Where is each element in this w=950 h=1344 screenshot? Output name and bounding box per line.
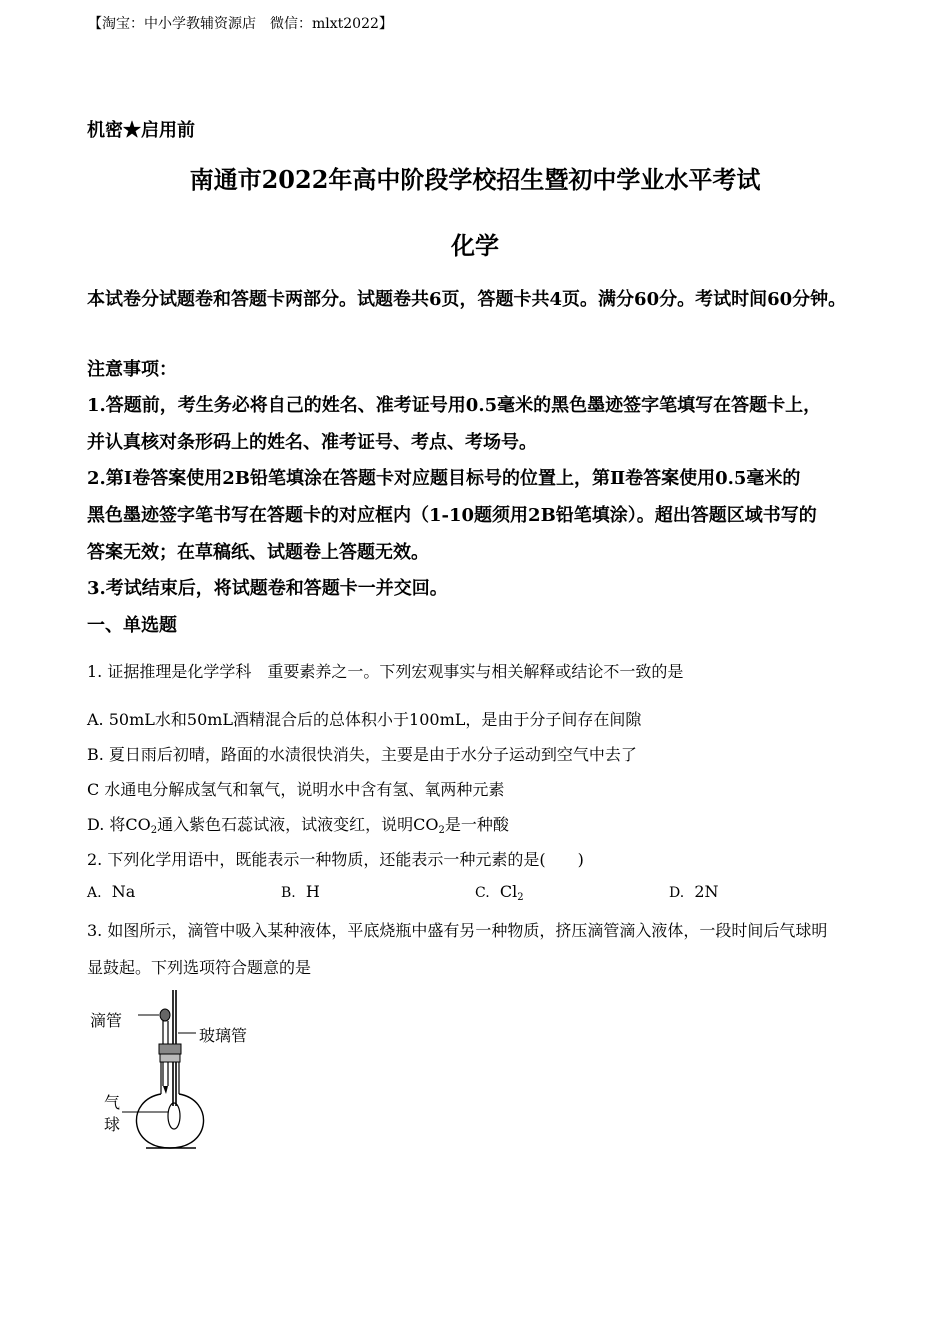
option-text: 2N <box>694 882 719 901</box>
exam-intro: 本试卷分试题卷和答题卡两部分。试题卷共6页，答题卡共4页。满分60分。考试时间60分钟。 <box>87 289 847 310</box>
question-2-stem: 2. 下列化学用语中，既能表示一种物质，还能表示一种元素的是( ) <box>87 850 584 869</box>
balloon <box>168 1103 180 1129</box>
option-text: Na <box>111 882 136 901</box>
subscript: 2 <box>438 825 445 836</box>
option-label: C. <box>475 885 490 901</box>
notice-2-line-1: 2.第Ⅰ卷答案使用2B铅笔填涂在答题卡对应题目标号的位置上，第Ⅱ卷答案使用0.5毫米的 <box>87 468 801 489</box>
label-balloon-1: 气 <box>104 1093 121 1112</box>
notice-2-line-2: 黑色墨迹签字笔书写在答题卡的对应框内（1-10题须用2B铅笔填涂）。超出答题区域书写的 <box>87 505 817 526</box>
label-balloon-2: 球 <box>104 1115 121 1134</box>
option-label: B. <box>281 885 296 901</box>
subject-title: 化学 <box>451 231 499 260</box>
exam-title: 南通市2022年高中阶段学校招生暨初中学业水平考试 <box>189 165 761 194</box>
dropper-tip <box>163 1086 168 1094</box>
option-d-text-2: 通入紫色石蕊试液，试液变红，说明CO <box>157 815 439 834</box>
option-text: H <box>305 882 320 901</box>
notice-1-line-2: 并认真核对条形码上的姓名、准考证号、考点、考场号。 <box>87 432 537 453</box>
question-2-option-c <box>475 882 524 903</box>
question-1-option-a: A. 50mL水和50mL酒精混合后的总体积小于100mL，是由于分子间存在间隙 <box>87 710 642 729</box>
dropper-bulb <box>160 1009 170 1021</box>
option-d-text-3: 是一种酸 <box>444 815 509 834</box>
notice-heading: 注意事项： <box>87 359 177 380</box>
notice-3: 3.考试结束后，将试题卷和答题卡一并交回。 <box>87 578 448 599</box>
question-3-stem-line-1: 3. 如图所示，滴管中吸入某种液体，平底烧瓶中盛有另一种物质，挤压滴管滴入液体，一段时间后气球明 <box>87 921 828 940</box>
notice-2-line-3: 答案无效；在草稿纸、试题卷上答题无效。 <box>87 542 429 563</box>
header-banner: 【淘宝：中小学教辅资源店 微信：mlxt2022】 <box>88 16 393 32</box>
option-label: A. <box>87 885 102 901</box>
apparatus-figure <box>86 988 266 1157</box>
label-glass-tube: 玻璃管 <box>199 1026 248 1045</box>
question-1-option-b: B. 夏日雨后初晴，路面的水渍很快消失，主要是由于水分子运动到空气中去了 <box>87 745 637 764</box>
question-3-stem-line-2: 显鼓起。下列选项符合题意的是 <box>87 958 312 977</box>
subscript: 2 <box>150 825 158 836</box>
subscript: 2 <box>517 892 524 903</box>
stopper-bottom <box>160 1054 180 1062</box>
question-1-stem: 1. 证据推理是化学学科 重要素养之一。下列宏观事实与相关解释或结论不一致的是 <box>87 662 684 681</box>
option-d-text-1: D. 将CO <box>87 815 151 834</box>
flask-apparatus-diagram <box>86 988 266 1153</box>
label-dropper: 滴管 <box>90 1011 123 1030</box>
question-2-option-b <box>281 882 320 901</box>
notice-1-line-1: 1.答题前，考生务必将自己的姓名、准考证号用0.5毫米的黑色墨迹签字笔填写在答题卡上， <box>87 395 822 416</box>
flask-body <box>136 1094 203 1148</box>
question-1-option-c: C 水通电分解成氢气和氧气，说明水中含有氢、氧两种元素 <box>87 780 505 799</box>
confidential-label: 机密★启用前 <box>87 120 195 141</box>
question-1-option-d <box>87 812 509 836</box>
option-label: D. <box>669 885 685 901</box>
stopper-top <box>159 1044 181 1054</box>
section-heading: 一、单选题 <box>87 615 177 636</box>
question-2-option-a <box>87 882 135 901</box>
question-2-option-d <box>669 882 719 901</box>
option-text: Cl <box>499 882 518 901</box>
